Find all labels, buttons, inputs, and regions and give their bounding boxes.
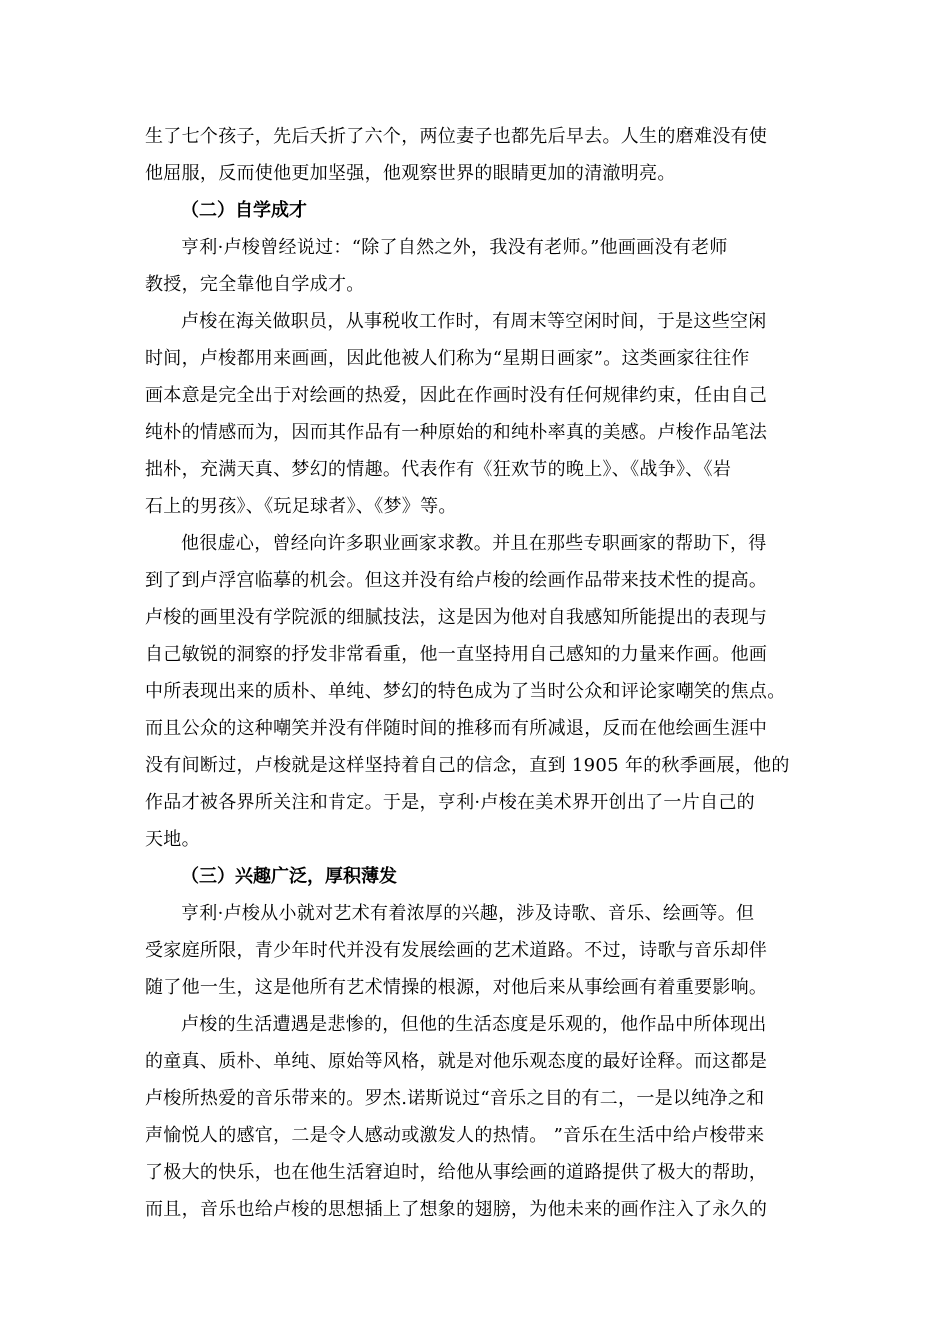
paragraph-line: 他很虚心，曾经向许多职业画家求教。并且在那些专职画家的帮助下，得	[181, 533, 767, 554]
paragraph-line: 拙朴，充满天真、梦幻的情趣。代表作有《狂欢节的晚上》、《战争》、《岩	[145, 459, 732, 480]
paragraph-line: 声愉悦人的感官，二是令人感动或激发人的热情。 ”音乐在生活中给卢梭带来	[145, 1125, 765, 1146]
paragraph-line: 作品才被各界所关注和肯定。于是，亨利·卢梭在美术界开创出了一片自己的	[145, 792, 755, 813]
paragraph-line: 亨利·卢梭从小就对艺术有着浓厚的兴趣，涉及诗歌、音乐、绘画等。但	[181, 903, 755, 924]
paragraph-line: 的童真、质朴、单纯、原始等风格，就是对他乐观态度的最好诠释。而这都是	[145, 1051, 768, 1072]
paragraph-line: 而且，音乐也给卢梭的思想插上了想象的翅膀，为他未来的画作注入了永久的	[145, 1199, 768, 1220]
paragraph-line: 到了到卢浮宫临摹的机会。但这并没有给卢梭的绘画作品带来技术性的提高。	[145, 570, 768, 591]
paragraph-line: 时间，卢梭都用来画画，因此他被人们称为“星期日画家”。这类画家往往作	[145, 348, 750, 369]
paragraph-line: 亨利·卢梭曾经说过：“除了自然之外，我没有老师。”他画画没有老师	[181, 237, 728, 258]
section-heading: （三）兴趣广泛，厚积薄发	[181, 866, 397, 887]
paragraph-line: 随了他一生，这是他所有艺术情操的根源，对他后来从事绘画有着重要影响。	[145, 977, 768, 998]
paragraph-line: 自己敏锐的洞察的抒发非常看重，他一直坚持用自己感知的力量来作画。他画	[145, 644, 768, 665]
paragraph-line: 卢梭的生活遭遇是悲惨的，但他的生活态度是乐观的，他作品中所体现出	[181, 1014, 767, 1035]
paragraph-line: 受家庭所限，青少年时代并没有发展绘画的艺术道路。不过，诗歌与音乐却伴	[145, 940, 768, 961]
paragraph-line: 教授，完全靠他自学成才。	[145, 274, 365, 295]
paragraph-line: 卢梭的画里没有学院派的细腻技法，这是因为他对自我感知所能提出的表现与	[145, 607, 768, 628]
paragraph-line: 他屈服，反而使他更加坚强，他观察世界的眼睛更加的清澈明亮。	[145, 163, 676, 184]
paragraph-line: 卢梭所热爱的音乐带来的。罗杰.诺斯说过“音乐之目的有二，一是以纯净之和	[145, 1088, 765, 1109]
paragraph-line: 而且公众的这种嘲笑并没有伴随时间的推移而有所减退，反而在他绘画生涯中	[145, 718, 768, 739]
paragraph-line: 画本意是完全出于对绘画的热爱，因此在作画时没有任何规律约束，任由自己	[145, 385, 768, 406]
paragraph-line: 天地。	[145, 829, 200, 850]
paragraph-line: 卢梭在海关做职员，从事税收工作时，有周末等空闲时间，于是这些空闲	[181, 311, 767, 332]
paragraph-line: 了极大的快乐，也在他生活窘迫时，给他从事绘画的道路提供了极大的帮助，	[145, 1162, 768, 1183]
paragraph-line: 生了七个孩子，先后夭折了六个，两位妻子也都先后早去。人生的磨难没有使	[145, 126, 768, 147]
paragraph-line: 没有间断过，卢梭就是这样坚持着自己的信念，直到 1905 年的秋季画展，他的	[145, 755, 790, 776]
paragraph-line: 纯朴的情感而为，因而其作品有一种原始的和纯朴率真的美感。卢梭作品笔法	[145, 422, 768, 443]
section-heading: （二）自学成才	[181, 200, 307, 221]
paragraph-line: 中所表现出来的质朴、单纯、梦幻的特色成为了当时公众和评论家嘲笑的焦点。	[145, 681, 786, 702]
paragraph-line: 石上的男孩》、《玩足球者》、《梦》等。	[145, 496, 457, 517]
